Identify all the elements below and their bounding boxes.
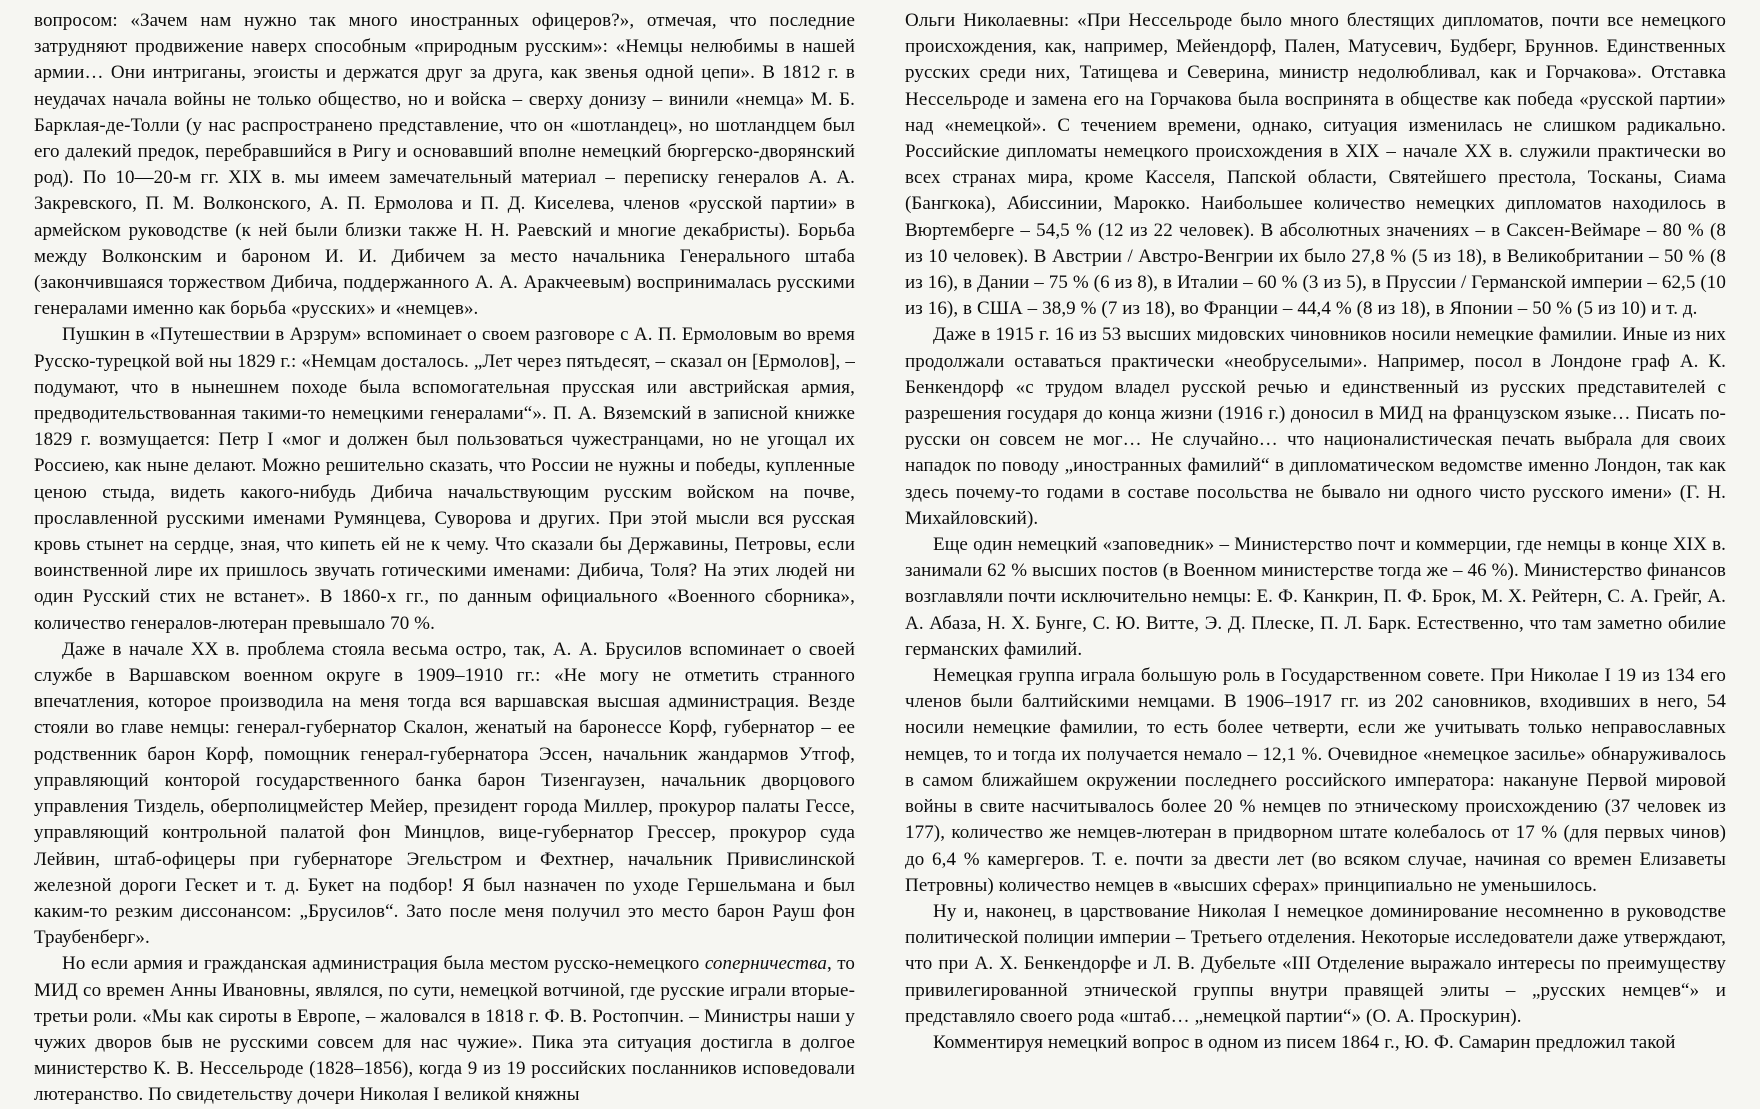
paragraph: Комментируя немецкий вопрос в одном из писем 1864 г., Ю. Ф. Самарин предложил такой [933, 1031, 1676, 1053]
italic-text: соперничества [704, 953, 827, 975]
paragraph: вопросом: «Зачем нам нужно так много иностранных офицеров?», отмечая, что последние затрудняют продвижение наверх способным «природным русским»: «Немцы нелюбимы в нашей армии… Они интриганы, эгоисты и держатся друг за друга, как звенья одной цепи». В 1812 г. в неудачах начала войны не только общество, но и войска – сверху донизу – винили «немца» М. Б. Барклая-де-Толли (у нас распространено представление, что он «шотландец», но шотландцем был его далекий предок, перебравшийся в Ригу и основавший вполне немецкий бюргерско-дворянский род). По 10—20-м гг. XIX в. мы имеем замечательный материал – переписку генералов А. А. Закревского, П. М. Волконского, А. П. Ермолова и П. Д. Киселева, членов «русской партии» в армейском руководстве (к ней были близки также Н. Н. Раевский и многие декабристы). Борьба между Волконским и бароном И. И. Дибичем за место начальника Генерального штаба (закончившаяся торжеством Дибича, поддержанного А. А. Аракчеевым) воспринималась русскими генералами именно как борьба «русских» и «немцев». [34, 10, 855, 320]
text-column-right [905, 8, 1726, 1053]
paragraph: Пушкин в «Путешествии в Арзрум» вспоминает о своем разговоре с А. П. Ермоловым во время Русско-турецкой вой ны 1829 г.: «Немцам досталось. „Лет через пятьдесят, – сказал он [Ермолов], – подумают, что в нынешнем походе была вспомогательная прусская или австрийская армия, предводительствованная такими-то немецкими генералами“». П. А. Вяземский в записной книжке 1829 г. возмущается: Петр I «мог и должен был пользоваться чужестранцами, но не угощал их Россиею, как ныне делают. Можно решительно сказать, что России не нужны и победы, купленные ценою стыда, видеть какого-нибудь Дибича начальствующим русским войском на почве, прославленной русскими именами Румянцева, Суворова и других. При этой мысли вся русская кровь стынет на сердце, зная, что кипеть ей не к чему. Что сказали бы Державины, Петровы, если воинственной лире их пришлось звучать готическими именами: Дибича, Толя? На этих людей ни один Русский стих не встанет». В 1860-х гг., по данным официального «Военного сборника», количество генералов-лютеран превышало 70 %. [34, 324, 855, 634]
paragraph: Еще один немецкий «заповедник» – Министерство почт и коммерции, где немцы в конце XIX в. занимали 62 % высших постов (в Военном министерстве тогда же – 46 %). Министерство финансов возглавляли почти исключительно немцы: Е. Ф. Канкрин, П. Ф. Брок, М. Х. Рейтерн, С. А. Грейг, А. А. Абаза, Н. Х. Бунге, С. Ю. Витте, Э. Д. Плеске, П. Л. Барк. Естественно, что там заметно обилие германских фамилий. [905, 534, 1726, 660]
paragraph: Ну и, наконец, в царствование Николая I немецкое доминирование несомненно в руководстве политической полиции империи – Третьего отделения. Некоторые исследователи даже утверждают, что при А. Х. Бенкендорфе и Л. В. Дубельте «III Отделение выражало интересы по преимуществу привилегированной этнической группы внутри правящей элиты – „русских немцев“» и представляло своего рода «штаб… „немецкой партии“» (О. А. Проскурин). [905, 900, 1726, 1027]
paragraph: Ольги Николаевны: «При Нессельроде было много блестящих дипломатов, почти все немецкого происхождения, как, например, Мейендорф, Пален, Матусевич, Будберг, Бруннов. Единственных русских среди них, Татищева и Северина, министр недолюбливал, как и Горчакова». Отставка Нессельроде и замена его на Горчакова была воспринята в обществе как победа «русской партии» над «немецкой». С течением времени, однако, ситуация изменилась не слишком радикально. Российские дипломаты немецкого происхождения в XIX – начале XX в. служили практически во всех странах мира, кроме Касселя, Папской области, Святейшего престола, Тосканы, Сиама (Бангкока), Абиссинии, Марокко. Наибольшее количество немецких дипломатов находилось в Вюртемберге – 54,5 % (12 из 22 человек). В абсолютных значениях – в Саксен-Веймаре – 80 % (8 из 10 человек). В Австрии / Австро-Венгрии их было 27,8 % (5 из 18), в Великобритании – 50 % (8 из 16), в Дании – 75 % (6 из 8), в Италии – 60 % (3 из 5), в Пруссии / Германской империи – 62,5 (10 из 16), в США – 38,9 % (7 из 18), во Франции – 44,4 % (8 из 18), в Японии – 50 % (5 из 10) и т. д. [905, 10, 1726, 320]
paragraph: Даже в 1915 г. 16 из 53 высших мидовских чиновников носили немецкие фамилии. Иные из них продолжали оставаться практически «необруселыми». Например, посол в Лондоне граф А. К. Бенкендорф «с трудом владел русской речью и единственный из русских представителей с разрешения государя до конца жизни (1916 г.) доносил в МИД на французском языке… Писать по-русски он совсем не мог… Не случайно… что националистическая печать выбрала для своих нападок по поводу „иностранных фамилий“ в дипломатическом ведомстве именно Лондон, так как здесь почему-то годами в составе посольства не бывало ни одного чисто русского имени» (Г. Н. Михайловский). [905, 324, 1726, 529]
paragraph: Даже в начале XX в. проблема стояла весьма остро, так, А. А. Брусилов вспоминает о своей службе в Варшавском военном округе в 1909–1910 гг.: «Не могу не отметить странного впечатления, которое производила на меня тогда вся варшавская высшая администрация. Везде стояли во главе немцы: генерал-губернатор Скалон, женатый на баронессе Корф, губернатор – ее родственник барон Корф, помощник генерал-губернатора Эссен, начальник жандармов Утгоф, управляющий конторой государственного банка барон Тизенгаузен, начальник дворцового управления Тиздель, оберполицмейстер Мейер, президент города Миллер, прокурор палаты Гессе, управляющий контрольной палатой фон Минцлов, вице-губернатор Грессер, прокурор суда Лейвин, штаб-офицеры при губернаторе Эгельстром и Фехтнер, начальник Привислинской железной дороги Гескет и т. д. Букет на подбор! Я был назначен по уходе Гершельмана и был каким-то резким диссонансом: „Брусилов“. Зато после меня получил это место барон Рауш фон Траубенберг». [34, 638, 855, 949]
text-column-left [34, 8, 855, 1106]
paragraph: Немецкая группа играла большую роль в Государственном совете. При Николае I 19 из 134 его членов были балтийскими немцами. В 1906–1917 гг. из 202 сановников, входивших в него, 54 носили немецкие фамилии, то есть более четверти, если же учитывать только неправославных немцев, то и тогда их получается немало – 12,1 %. Очевидное «немецкое засилье» обнаруживалось в самом ближайшем окружении последнего российского императора: накануне Первой мировой войны в свите насчитывалось более 20 % немцев по этническому происхождению (37 человек из 177), количество же немцев-лютеран в придворном штате колебалось от 17 % (для первых чинов) до 6,4 % камергеров. Т. е. почти за двести лет (во всяком случае, начиная со времен Елизаветы Петровны) количество немцев в «высших сферах» принципиально не уменьшилось. [905, 665, 1726, 896]
paragraph: Но если армия и гражданская администрация была местом русско-немецкого соперничества, то МИД со времен Анны Ивановны, являлся, по сути, немецкой вотчиной, где русские играли вторые-третьи роли. «Мы как сироты в Европе, – жаловался в 1818 г. Ф. В. Ростопчин. – Министры наши у чужих дворов быв не русскими совсем для нас чужие». Пика эта ситуация достигла в долгое министерство К. В. Нессельроде (1828–1856), когда 9 из 19 российских посланников исповедовали лютеранство. По свидетельству дочери Николая I великой княжны [34, 953, 855, 1106]
